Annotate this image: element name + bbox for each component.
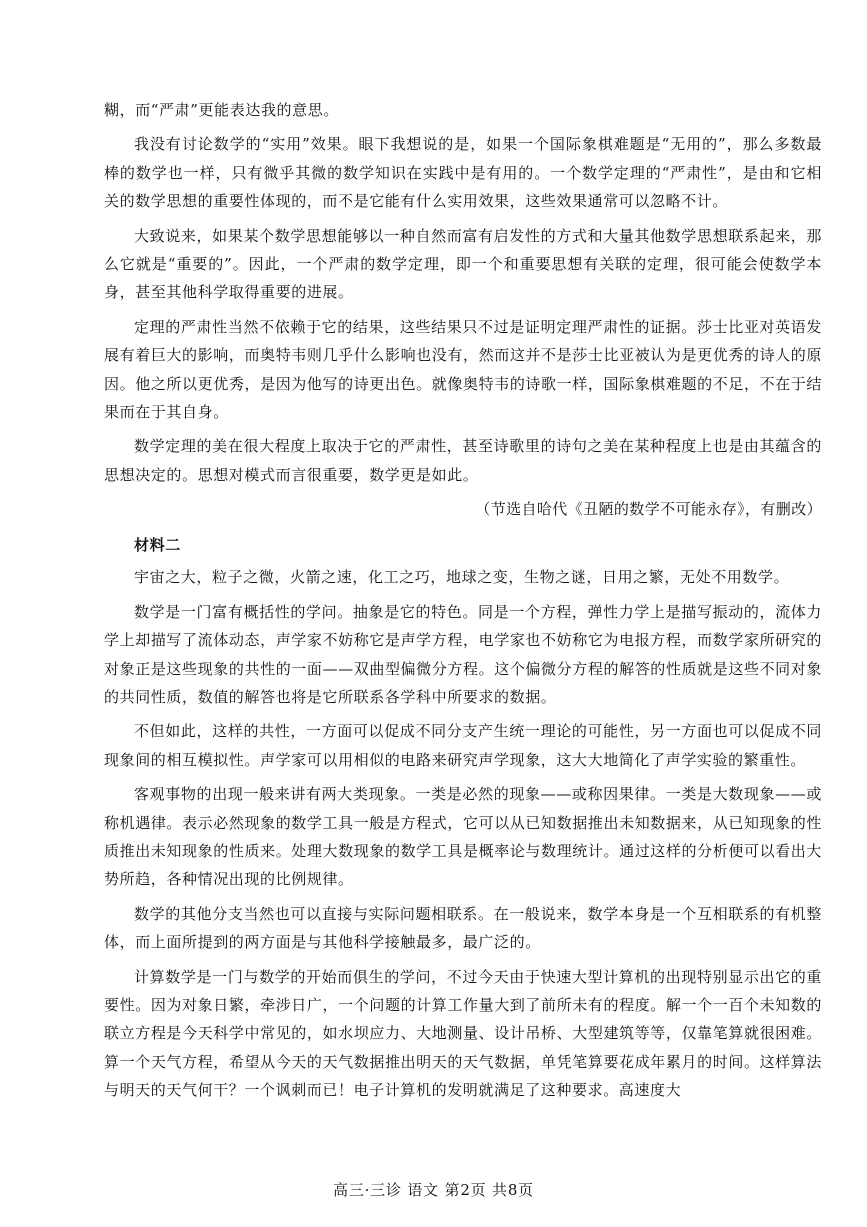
paragraph: 糊，而“严肃”更能表达我的意思。 bbox=[104, 101, 339, 119]
page-footer: 高三·三诊 语文 第2页 共8页 bbox=[333, 1181, 534, 1199]
paragraph: 计算数学是一门与数学的开始而俱生的学问，不过今天由于快速大型计算机的出现特别显示出它的重要性。因为对象日繁，牵涉日广，一个问题的计算工作量大到了前所未有的程度。解一个一百个未知数的联立方程是今天科学中常见的，如水坝应力、大地测量、设计吊桥、大型建筑等等，仅靠笔算就很困难。算一个天气方程，希望从今天的天气数据推出明天的天气数据，单凭笔算要花成年累月的时间。这样算法与明天的天气何干？一个讽刺而已！电子计算机的发明就满足了这种要求。高速度大 bbox=[104, 967, 822, 1100]
paragraph: 不但如此，这样的共性，一方面可以促成不同分支产生统一理论的可能性，另一方面也可以促成不同现象间的相互模拟性。声学家可以用相似的电路来研究声学现象，这大大地简化了声学实验的繁重性。 bbox=[104, 722, 822, 769]
paragraph: 数学的其他分支当然也可以直接与实际问题相联系。在一般说来，数学本身是一个互相联系的有机整体，而上面所提到的两方面是与其他科学接触最多，最广泛的。 bbox=[104, 904, 822, 952]
page-content bbox=[104, 96, 822, 1111]
paragraph: 数学是一门富有概括性的学问。抽象是它的特色。同是一个方程，弹性力学上是描写振动的，流体力学上却描写了流体动态，声学家不妨称它是声学方程，电学家也不妨称它为电报方程，而数学家所研究的对象正是这些现象的共性的一面——双曲型偏微分方程。这个偏微分方程的解答的性质就是这些不同对象的共同性质，数值的解答也将是它所联系各学科中所要求的数据。 bbox=[104, 602, 822, 706]
paragraph: 数学定理的美在很大程度上取决于它的严肃性，甚至诗歌里的诗句之美在某种程度上也是由其蕴含的思想决定的。思想对模式而言很重要，数学更是如此。 bbox=[104, 437, 822, 484]
paragraph: 宇宙之大，粒子之微，火箭之速，化工之巧，地球之变，生物之谜，日用之繁，无处不用数学。 bbox=[134, 568, 790, 587]
paragraph: 定理的严肃性当然不依赖于它的结果，这些结果只不过是证明定理严肃性的证据。莎士比亚对英语发展有着巨大的影响，而奥特韦则几乎什么影响也没有，然而这并不是莎士比亚被认为是更优秀的诗人的原因。他之所以更优秀，是因为他写的诗更出色。就像奥特韦的诗歌一样，国际象棋难题的不足，不在于结果而在于其自身。 bbox=[104, 317, 822, 422]
paragraph: 客观事物的出现一般来讲有两大类现象。一类是必然的现象——或称因果律。一类是大数现象——或称机遇律。表示必然现象的数学工具一般是方程式，它可以从已知数据推出未知数据来，从已知现象的性质推出未知现象的性质来。处理大数现象的数学工具是概率论与数理统计。通过这样的分析便可以看出大势所趋，各种情况出现的比例规律。 bbox=[104, 785, 822, 889]
paragraph: 我没有讨论数学的“实用”效果。眼下我想说的是，如果一个国际象棋难题是“无用的”，那么多数最棒的数学也一样，只有微乎其微的数学知识在实践中是有用的。一个数学定理的“严肃性”，是由和它相关的数学思想的重要性体现的，而不是它能有什么实用效果，这些效果通常可以忽略不计。 bbox=[104, 135, 822, 211]
section-title: 材料二 bbox=[134, 536, 181, 555]
source-note: （节选自哈代《丑陋的数学不可能永存》，有删改） bbox=[475, 500, 822, 519]
paragraph: 大致说来，如果某个数学思想能够以一种自然而富有启发性的方式和大量其他数学思想联系起来，那么它就是“重要的”。因此，一个严肃的数学定理，即一个和重要思想有关联的定理，很可能会使数学本身，甚至其他科学取得重要的进展。 bbox=[104, 226, 822, 302]
